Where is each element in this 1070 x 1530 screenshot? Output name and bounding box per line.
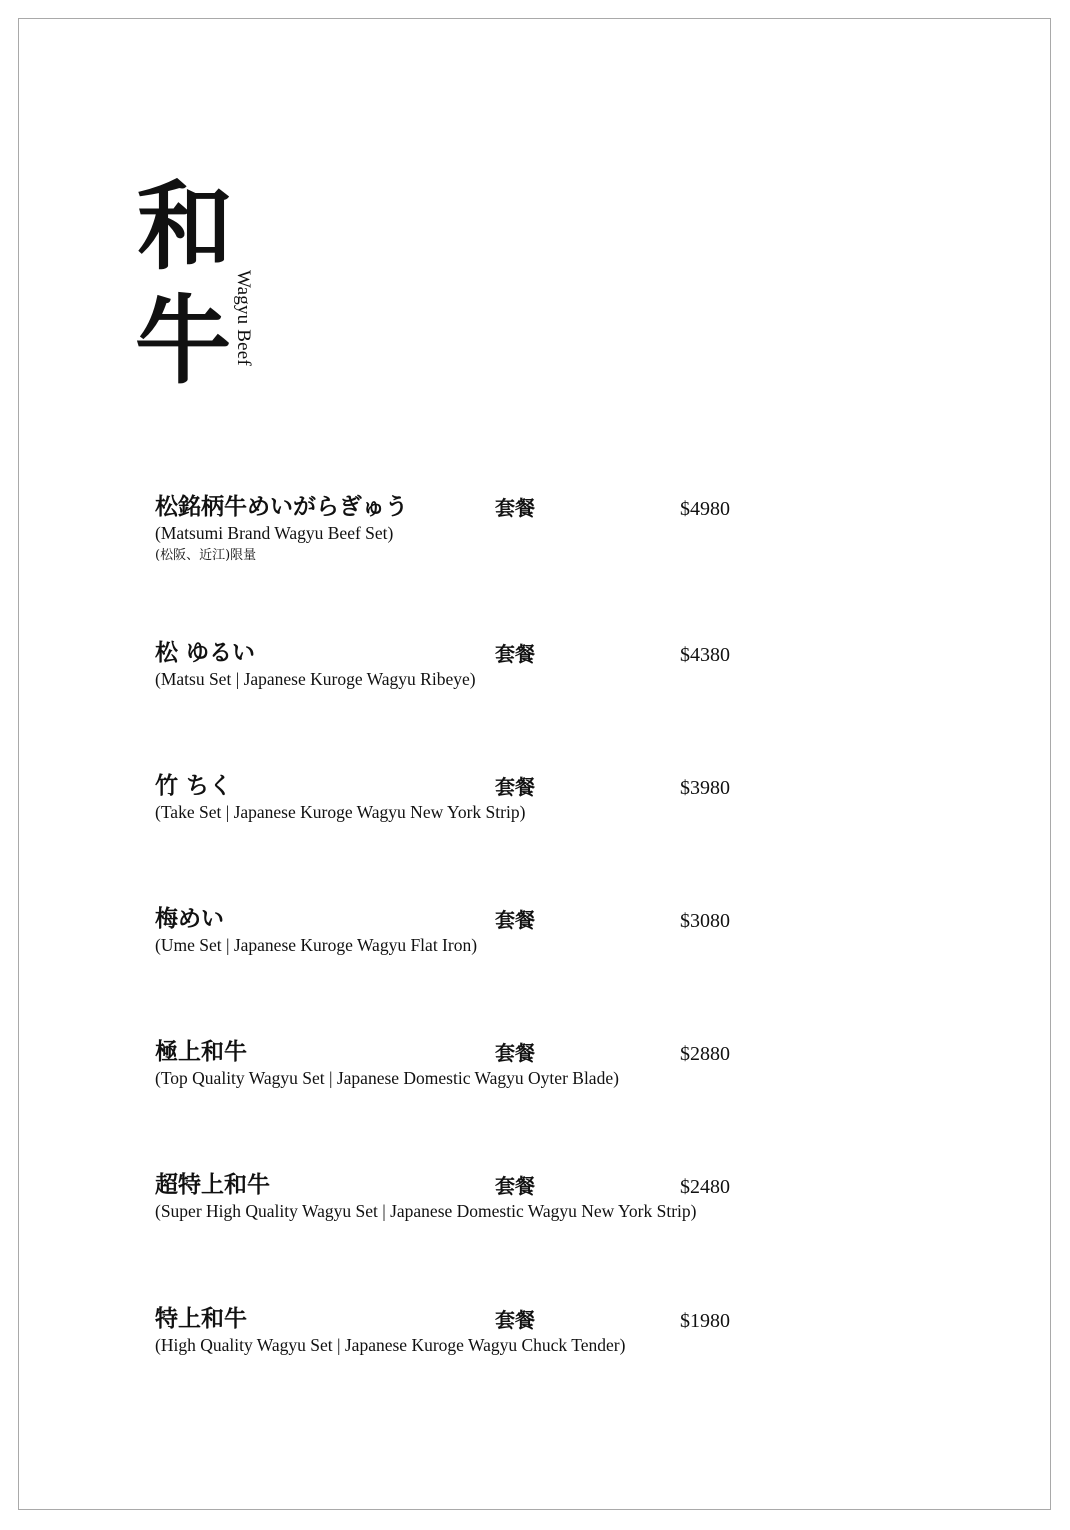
item-note: (松阪、近江)限量 — [155, 548, 257, 563]
item-description: (Top Quality Wagyu Set | Japanese Domestic Wagyu Oyter Blade) — [155, 1068, 619, 1088]
item-title: 特上和牛 — [155, 1305, 247, 1332]
item-price: $4380 — [680, 644, 730, 666]
item-price: $3080 — [680, 910, 730, 932]
item-set-label: 套餐 — [495, 642, 535, 666]
item-title: 松銘柄牛めいがらぎゅう — [155, 493, 408, 520]
calligraphy-title — [130, 170, 240, 398]
item-description: (Take Set | Japanese Kuroge Wagyu New York Strip) — [155, 802, 526, 822]
item-set-label: 套餐 — [495, 1041, 535, 1065]
calligraphy-char-2: 牛 — [135, 284, 231, 397]
item-set-label: 套餐 — [495, 775, 535, 799]
item-price: $1980 — [680, 1310, 730, 1332]
item-price: $2480 — [680, 1176, 730, 1198]
item-set-label: 套餐 — [495, 1174, 535, 1198]
item-set-label: 套餐 — [495, 908, 535, 932]
item-title: 超特上和牛 — [155, 1171, 270, 1198]
item-description: (Matsu Set | Japanese Kuroge Wagyu Ribeye) — [155, 669, 476, 689]
item-description: (High Quality Wagyu Set | Japanese Kuroge Wagyu Chuck Tender) — [155, 1335, 626, 1355]
item-price: $2880 — [680, 1043, 730, 1065]
item-title: 梅めい — [155, 905, 224, 932]
section-subtitle: Wagyu Beef — [233, 270, 254, 366]
item-description: (Super High Quality Wagyu Set | Japanese Domestic Wagyu New York Strip) — [155, 1201, 697, 1221]
item-price: $4980 — [680, 498, 730, 520]
item-set-label: 套餐 — [495, 1308, 535, 1332]
item-set-label: 套餐 — [495, 496, 535, 520]
item-title: 松 ゆるい — [155, 639, 256, 666]
item-price: $3980 — [680, 777, 730, 799]
calligraphy-char-1: 和 — [137, 170, 233, 283]
item-description: (Matsumi Brand Wagyu Beef Set) — [155, 523, 394, 543]
item-title: 極上和牛 — [155, 1038, 247, 1065]
item-title: 竹 ちく — [155, 772, 233, 799]
item-description: (Ume Set | Japanese Kuroge Wagyu Flat Iron) — [155, 935, 478, 955]
